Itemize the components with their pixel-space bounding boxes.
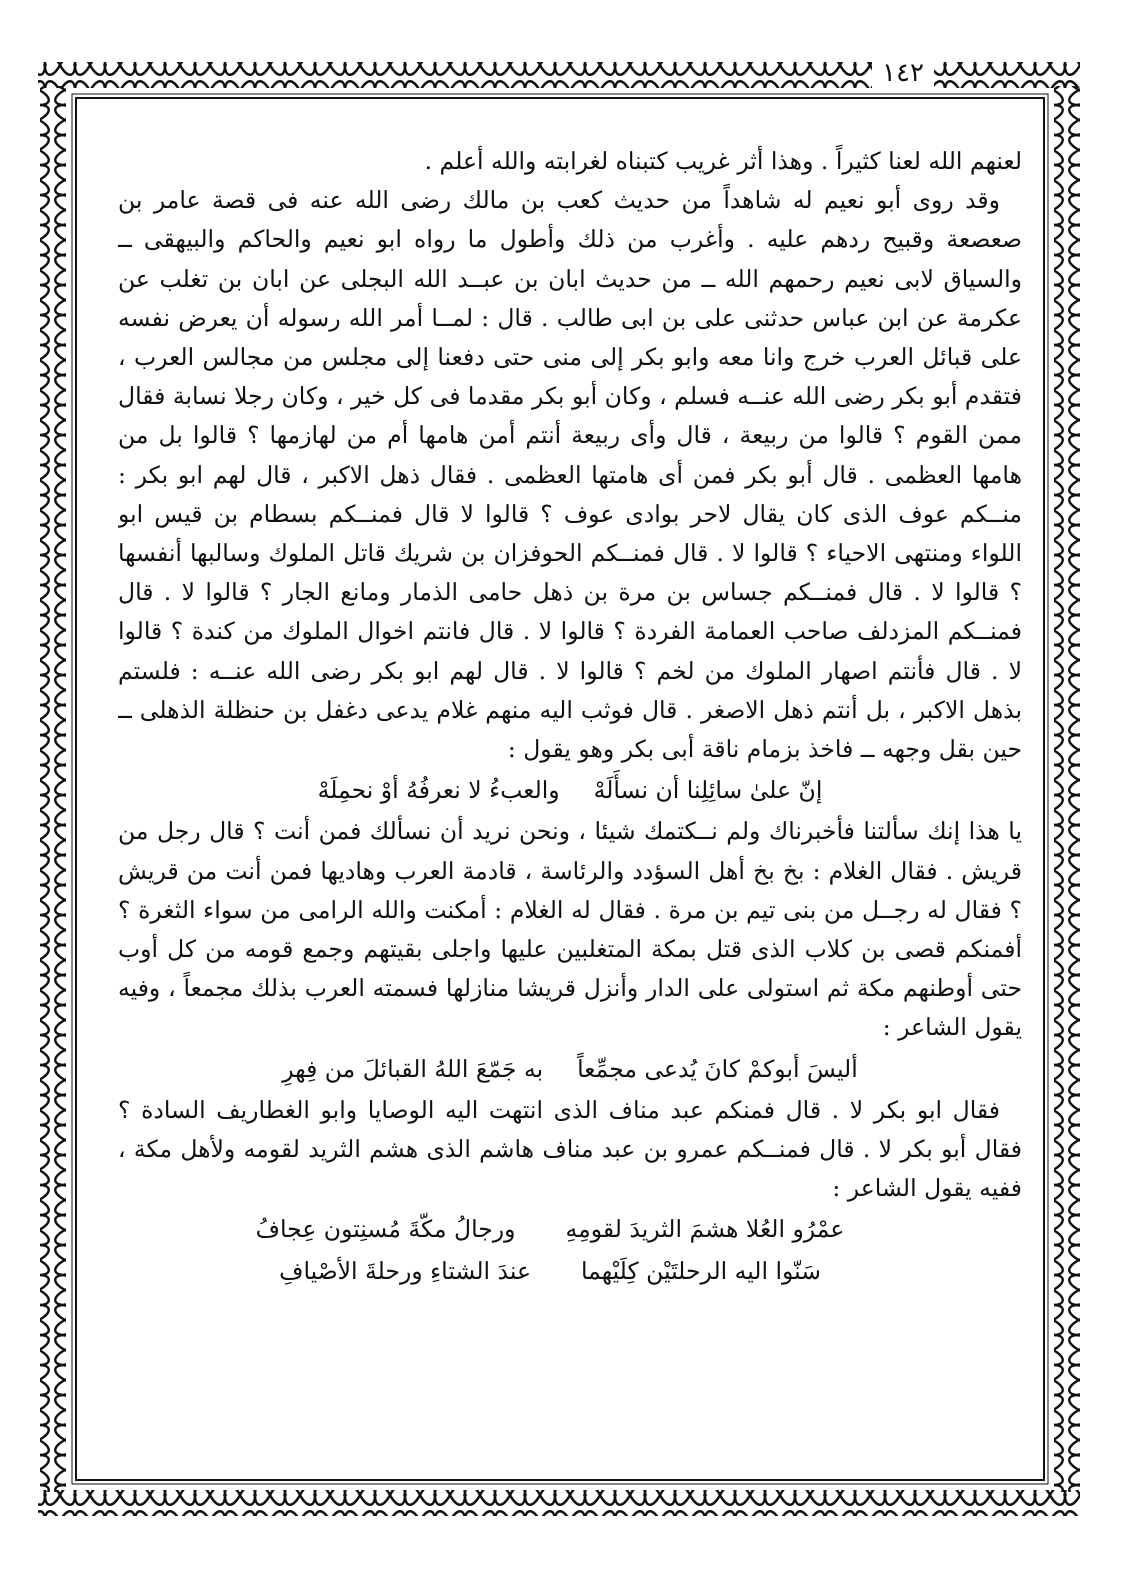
paragraph-3: يا هذا إنك سألتنا فأخبرناك ولم نــكتمك شيئا ، ونحن نريد أن نسألك فمن أنت ؟ قال رجل من قريش . فقال الغلام : بخ بخ أهل السؤدد والرئاسة ، قادمة العرب وهاديها فمن أنت من قريش ؟ فقال له رجــل من بنى تيم بن مرة . فقال له الغلام : أمكنت والله الرامى من سواء الثغرة ؟ أفمنكم قصى بن كلاب الذى قتل بمكة المتغلبين عليها واجلى بقيتهم وجمع قومه من كل أوب حتى أوطنهم مكة ثم استولى على الدار وأنزل قريشا منازلها فسمته العرب بذلك مجمعاً ، وفيه يقول الشاعر : [118, 817, 1022, 1042]
paragraph-1: لعنهم الله لعنا كثيراً . وهذا أثر غريب كتبناه لغرابته والله أعلم . [424, 147, 1022, 175]
page-number: ١٤٢ [872, 58, 934, 88]
verse-4-first-hemistich: سَنّوا اليه الرحلتَيْن كِلَيْهما [581, 1256, 821, 1285]
paragraph-4: فقال ابو بكر لا . قال فمنكم عبد مناف الذى انتهت اليه الوصايا وابو الغطاريف السادة ؟ فقال أبو بكر لا . قال فمنــكم عمرو بن عبد مناف هاشم الذى هشم الثريد لقومه ولأهل مكة ، ففيه يقول الشاعر : [118, 1095, 1022, 1203]
verse-2 [118, 1050, 1022, 1089]
main-text [118, 142, 1022, 1478]
verse-4 [118, 1252, 1022, 1291]
verse-1 [118, 771, 1022, 810]
verse-1-first-hemistich: إنّ علىٰ سائِلِنا أن نسأَلَهْ [593, 776, 823, 805]
verse-3-first-hemistich: عمْرُو العُلا هشمَ الثريدَ لقومِهِ [565, 1215, 845, 1244]
verse-2-first-hemistich: أليسَ أبوكمْ كانَ يُدعى مجمِّعاً [577, 1054, 858, 1083]
verse-1-second-hemistich: والعبءُ لا نعرفُهُ أوْ نحمِلَهْ [317, 776, 560, 805]
verse-3-second-hemistich: ورجالُ مكّةَ مُسنِتون عِجافُ [255, 1215, 516, 1244]
verse-3 [118, 1210, 1022, 1249]
verse-4-second-hemistich: عندَ الشتاءِ ورحلةَ الأصْيافِ [279, 1256, 531, 1285]
paragraph-2: وقد روى أبو نعيم له شاهداً من حديث كعب بن مالك رضى الله عنه فى قصة عامر بن صعصعة وقبيح ردهم عليه . وأغرب من ذلك وأطول ما رواه ابو نعيم والحاكم والبيهقى ــ والسياق لابى نعيم رحمهم الله ــ من حديث ابان بن عبــد الله البجلى عن ابان بن تغلب عن عكرمة عن ابن عباس حدثنى على بن ابى طالب . قال : لمــا أمر الله رسوله أن يعرض نفسه على قبائل العرب خرج وانا معه وابو بكر إلى منى حتى دفعنا إلى مجلس من مجالس العرب ، فتقدم أبو بكر رضى الله عنــه فسلم ، وكان أبو بكر مقدما فى كل خير ، وكان رجلا نسابة فقال ممن القوم ؟ قالوا من ربيعة ، قال وأى ربيعة أنتم أمن هامها أم من لهازمها ؟ قالوا بل من هامها العظمى . قال أبو بكر فمن أى هامتها العظمى . فقال ذهل الاكبر ، قال لهم ابو بكر : منــكم عوف الذى كان يقال لاحر بوادى عوف ؟ قالوا لا قال فمنــكم بسطام بن قيس ابو اللواء ومنتهى الاحياء ؟ قالوا لا . قال فمنــكم الحوفزان بن شريك قاتل الملوك وسالبها أنفسها ؟ قالوا لا . قال فمنــكم جساس بن مرة بن ذهل حامى الذمار ومانع الجار ؟ قالوا لا . قال فمنــكم المزدلف صاحب العمامة الفردة ؟ قالوا لا . قال فانتم اخوال الملوك من كندة ؟ قالوا لا . قال فأنتم اصهار الملوك من لخم ؟ قالوا لا . قال لهم ابو بكر رضى الله عنــه : فلستم بذهل الاكبر ، بل أنتم ذهل الاصغر . قال فوثب اليه منهم غلام يدعى دغفل بن حنظلة الذهلى ــ حين بقل وجهه ــ فاخذ بزمام ناقة أبى بكر وهو يقول : [118, 186, 1022, 764]
verse-2-second-hemistich: به جَمّعَ اللهُ القبائلَ من فِهرِ [282, 1054, 544, 1083]
